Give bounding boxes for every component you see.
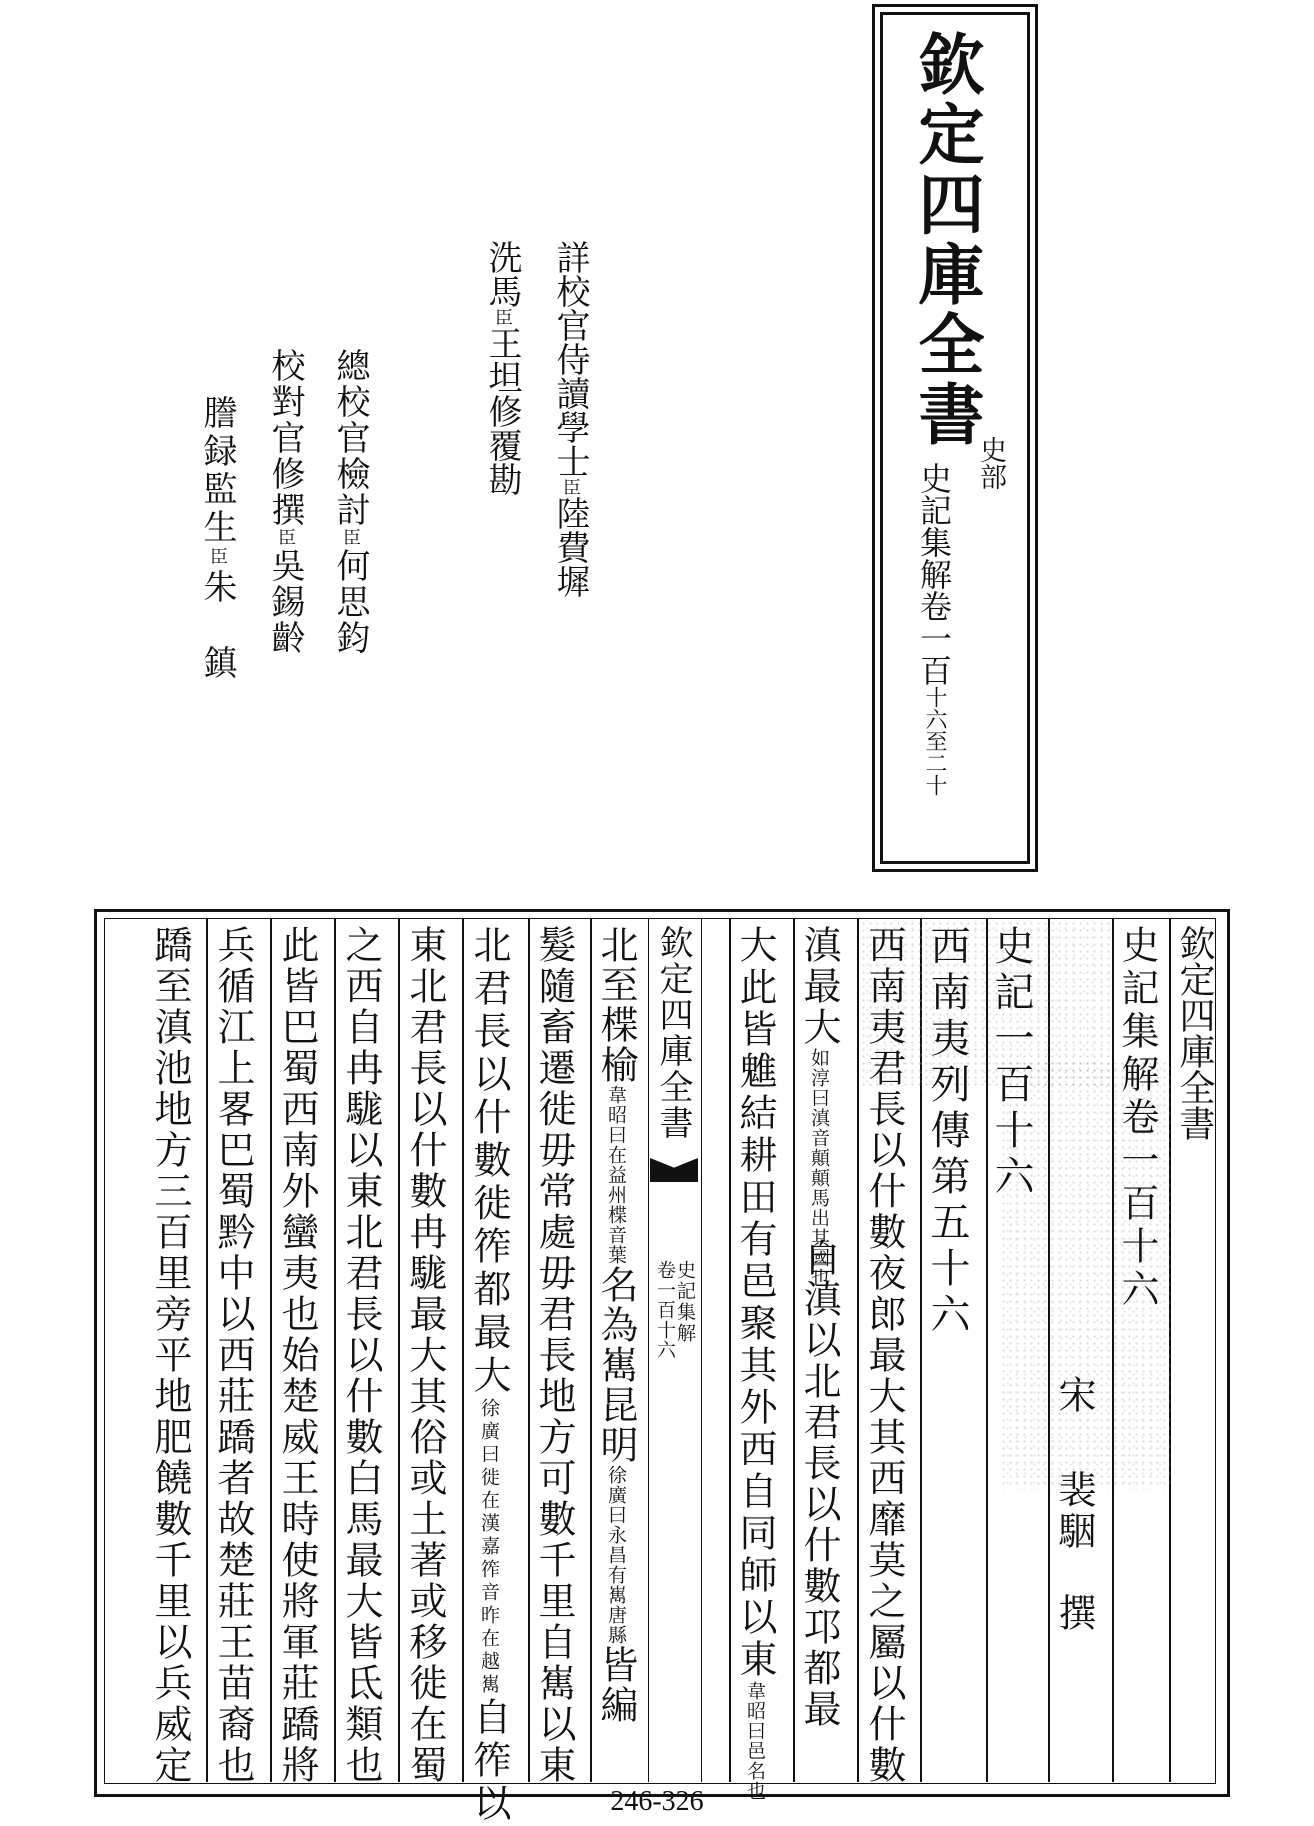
- credit-name: 朱 鎮: [197, 569, 237, 683]
- main-text: 自滇以北君長以什數邛都最: [797, 1238, 841, 1730]
- cover-book-title: [915, 462, 953, 796]
- column-rule: [857, 918, 859, 1782]
- credit-mark: 臣: [492, 308, 513, 326]
- annotation: 徐廣曰徙在漢嘉筰音昨在越嶲: [478, 1398, 500, 1697]
- main-text: 名為嶲昆明: [594, 1265, 638, 1465]
- folio-volume: 卷一百十六: [654, 1260, 676, 1360]
- main-text: 北君長以什數徙筰都最大: [467, 925, 511, 1398]
- chapter-number: 史記一百十六: [988, 925, 1034, 1201]
- credit-mark: 臣: [275, 528, 296, 548]
- main-text: 北至楪榆: [594, 925, 638, 1085]
- annotation: 韋昭曰在益州楪音葉: [605, 1085, 627, 1265]
- text-column-8: 之西自冉駹以東北君長以什數白馬最大皆氐類也: [339, 925, 383, 1786]
- column-rule: [206, 918, 208, 1782]
- text-column-4: [594, 925, 638, 1725]
- cover-section: 史部: [975, 436, 1006, 490]
- credit-mark: 臣: [340, 528, 361, 548]
- text-column-1: 西南夷君長以什數夜郎最大其西靡莫之屬以什數: [862, 925, 906, 1786]
- credit-line-4: [265, 348, 305, 656]
- credit-office: 洗馬: [482, 240, 522, 308]
- credit-line-1: [550, 240, 590, 598]
- text-column-7: 東北君長以什數冉駹最大其俗或土著或移徙在蜀: [403, 925, 447, 1786]
- author-dynasty: 宋: [1052, 1375, 1096, 1416]
- credit-office: 總校官檢討: [330, 348, 370, 528]
- column-rule: [793, 918, 795, 1782]
- credit-office: 詳校官侍讀學士: [550, 240, 590, 478]
- annotation: 韋昭曰邑名也: [744, 1681, 766, 1801]
- credit-mark: 臣: [560, 478, 581, 496]
- page-header: 欽定四庫全書: [1174, 925, 1215, 1141]
- main-text: 皆編: [594, 1645, 638, 1725]
- credit-line-3: [330, 348, 370, 656]
- text-column-6: [467, 925, 511, 1826]
- main-text: 大此皆魋結耕田有邑聚其外西自同師以東: [733, 925, 777, 1681]
- text-column-2: [797, 925, 841, 1730]
- column-rule: [398, 918, 400, 1782]
- column-rule: [590, 918, 592, 1782]
- credit-mark: 臣: [207, 547, 228, 569]
- volume-title: 史記集解卷一百十六: [1115, 925, 1159, 1312]
- main-text: 自筰以: [467, 1697, 511, 1826]
- column-rule: [729, 918, 731, 1782]
- text-column-10: 兵循江上畧巴蜀黔中以西莊蹻者故楚莊王苗裔也: [211, 925, 255, 1786]
- credit-name: 王坦修覆勘: [482, 326, 522, 496]
- cover-book-text: 史記集解卷一百: [915, 462, 953, 686]
- credit-line-5: [197, 395, 237, 683]
- cover-title: 欽定四庫全書: [907, 30, 985, 450]
- page-number: 246-326: [610, 1786, 704, 1817]
- author-name: 裴駰 撰: [1052, 1470, 1096, 1634]
- text-column-3: [733, 925, 777, 1801]
- credit-name: 何思鈞: [330, 548, 370, 656]
- credit-office: 校對官修撰: [265, 348, 305, 528]
- folio-title: 欽定四庫全書: [653, 925, 693, 1141]
- text-column-9: 此皆巴蜀西南外蠻夷也始楚威王時使將軍莊蹻將: [275, 925, 319, 1786]
- column-rule: [270, 918, 272, 1782]
- credit-name: 陸費墀: [550, 496, 590, 598]
- column-rule: [528, 918, 530, 1782]
- credit-name: 吳錫齡: [265, 548, 305, 656]
- column-rule: [334, 918, 336, 1782]
- folio-book: 史記集解: [674, 1260, 696, 1344]
- chapter-title: 西南夷列傳第五十六: [924, 925, 970, 1339]
- annotation: 如淳曰滇音顛顛馬出其國也: [808, 1048, 830, 1288]
- text-column-5: 髮隨畜遷徙毋常處毋君長地方可數千里自嶲以東: [532, 925, 576, 1786]
- cover-book-range: 十六至二十: [922, 686, 947, 796]
- credit-office: 謄録監生: [197, 395, 237, 547]
- main-text: 滇最大: [797, 925, 841, 1048]
- credit-line-2: [482, 240, 522, 496]
- text-column-11: 蹻至滇池地方三百里旁平地肥饒數千里以兵威定: [148, 925, 192, 1786]
- annotation: 徐廣曰永昌有嶲唐縣: [605, 1465, 627, 1645]
- column-rule: [462, 918, 464, 1782]
